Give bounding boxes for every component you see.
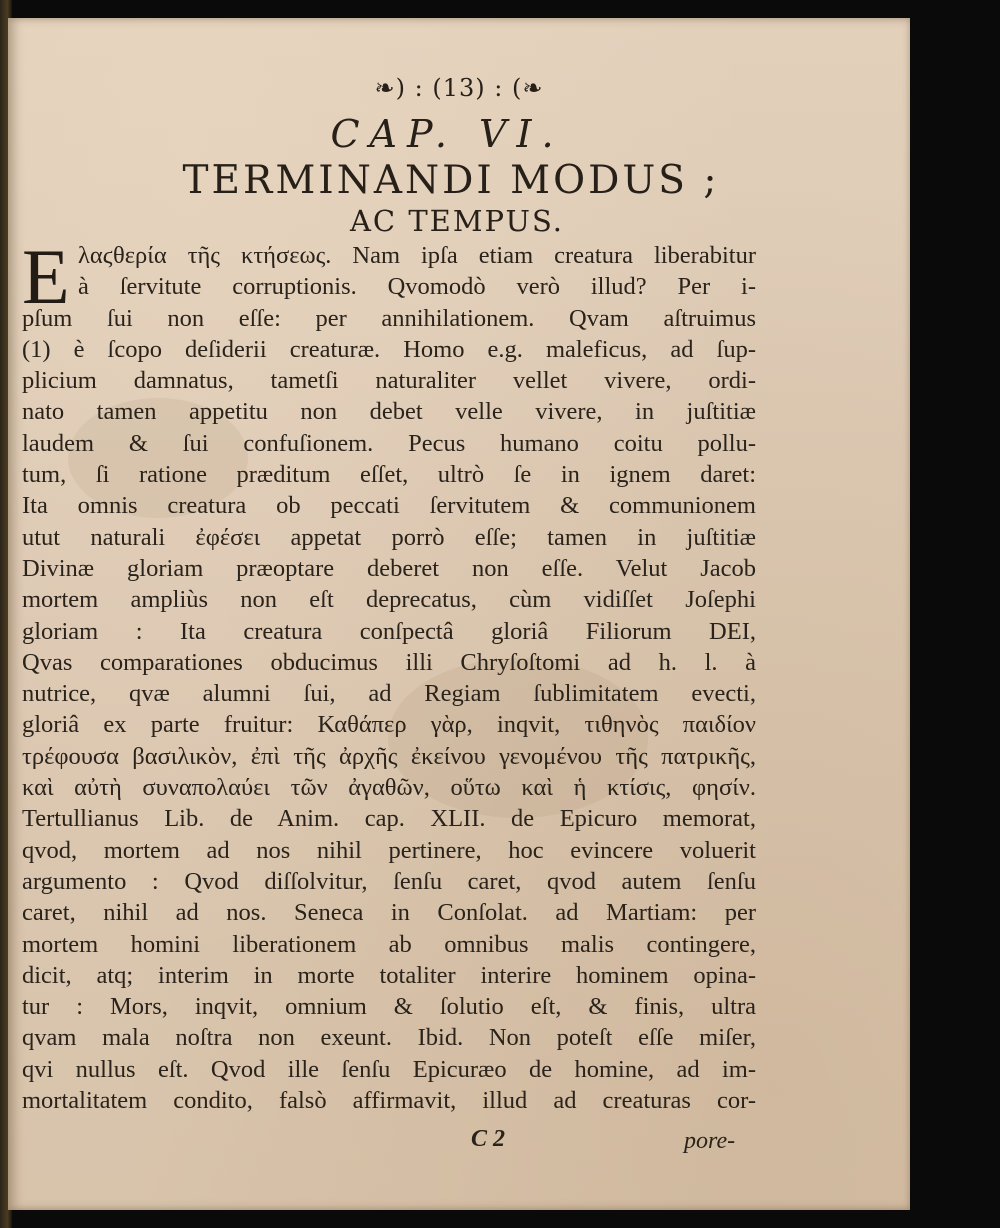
running-head: ❧) : (13) : (❧ bbox=[374, 74, 544, 102]
text-line: (1) è ſcopo deſiderii creaturæ. Homo e.g. maleficus, ad ſup- bbox=[22, 335, 756, 363]
text-line: gloriâ ex parte fruitur: Καθάπερ γὰρ, inqvit, τιθηνὸς παιδίον bbox=[22, 711, 756, 739]
text-line: λαϛθερία τῆς κτήσεως. Nam ipſa etiam creatura liberabitur bbox=[78, 242, 756, 269]
text-line: Ita omnis creatura ob peccati ſervitutem & communionem bbox=[22, 492, 756, 520]
text-line: caret, nihil ad nos. Seneca in Conſolat. ad Martiam: per bbox=[22, 899, 756, 927]
text-line: Qvas comparationes obducimus illi Chryſoſtomi ad h. l. à bbox=[22, 648, 756, 676]
text-line: utut naturali ἐφέσει appetat porrò eſſe; tamen in juſtitiæ bbox=[22, 523, 756, 551]
chapter-heading: CAP. VI. bbox=[330, 112, 564, 156]
book-page bbox=[8, 18, 910, 1210]
text-line: pſum ſui non eſſe: per annihilationem. Qvam aſtruimus bbox=[22, 304, 756, 332]
text-line: qvam mala noſtra non exeunt. Ibid. Non poteſt eſſe miſer, bbox=[22, 1024, 756, 1052]
text-line: mortalitatem condito, falsò affirmavit, illud ad creaturas cor- bbox=[22, 1087, 756, 1115]
text-line: dicit, atq; interim in morte totaliter interire hominem opina- bbox=[22, 961, 756, 989]
text-line: à ſervitute corruptionis. Qvomodò verò illud? Per i- bbox=[78, 273, 756, 301]
text-line: καὶ αὐτὴ συναπολαύει τῶν ἀγαθῶν, οὕτω καὶ ἡ κτίσις, φησίν. bbox=[22, 774, 756, 802]
chapter-subtitle: AC TEMPUS. bbox=[349, 204, 565, 238]
catchword: pore- bbox=[684, 1128, 736, 1154]
page-footer bbox=[8, 1126, 910, 1160]
text-line: argumento : Qvod diſſolvitur, ſenſu caret, qvod autem ſenſu bbox=[22, 867, 756, 895]
text-line: nato tamen appetitu non debet velle vivere, in juſtitiæ bbox=[22, 398, 756, 426]
text-line: laudem & ſui confuſionem. Pecus humano coitu pollu- bbox=[22, 429, 756, 457]
drop-cap: E bbox=[22, 233, 70, 320]
chapter-title: TERMINANDI MODUS ; bbox=[182, 158, 720, 203]
text-line: plicium damnatus, tametſi naturaliter vellet vivere, ordi- bbox=[22, 367, 756, 395]
signature-mark: C 2 bbox=[471, 1126, 506, 1152]
body-text bbox=[22, 233, 756, 1116]
text-line: tur : Mors, inqvit, omnium & ſolutio eſt, & finis, ultra bbox=[22, 993, 756, 1021]
text-line: Tertullianus Lib. de Anim. cap. XLII. de Epicuro memorat, bbox=[22, 805, 756, 833]
text-line: qvi nullus eſt. Qvod ille ſenſu Epicuræo de homine, ad im- bbox=[22, 1055, 756, 1083]
text-line: gloriam : Ita creatura conſpectâ gloriâ Filiorum DEI, bbox=[22, 617, 756, 645]
text-line: mortem ampliùs non eſt deprecatus, cùm vidiſſet Joſephi bbox=[22, 586, 756, 614]
text-line: tum, ſi ratione præditum eſſet, ultrò ſe in ignem daret: bbox=[22, 461, 756, 489]
text-line: τρέφουσα βασιλικὸν, ἐπὶ τῆς ἀρχῆς ἐκείνου γενομένου τῆς πατρικῆς, bbox=[22, 742, 756, 770]
text-line: nutrice, qvæ alumni ſui, ad Regiam ſublimitatem evecti, bbox=[22, 680, 756, 708]
text-line: qvod, mortem ad nos nihil pertinere, hoc evincere voluerit bbox=[22, 836, 756, 864]
text-line: Divinæ gloriam præoptare deberet non eſſe. Velut Jacob bbox=[22, 554, 756, 582]
text-line: mortem homini liberationem ab omnibus malis contingere, bbox=[22, 930, 756, 958]
